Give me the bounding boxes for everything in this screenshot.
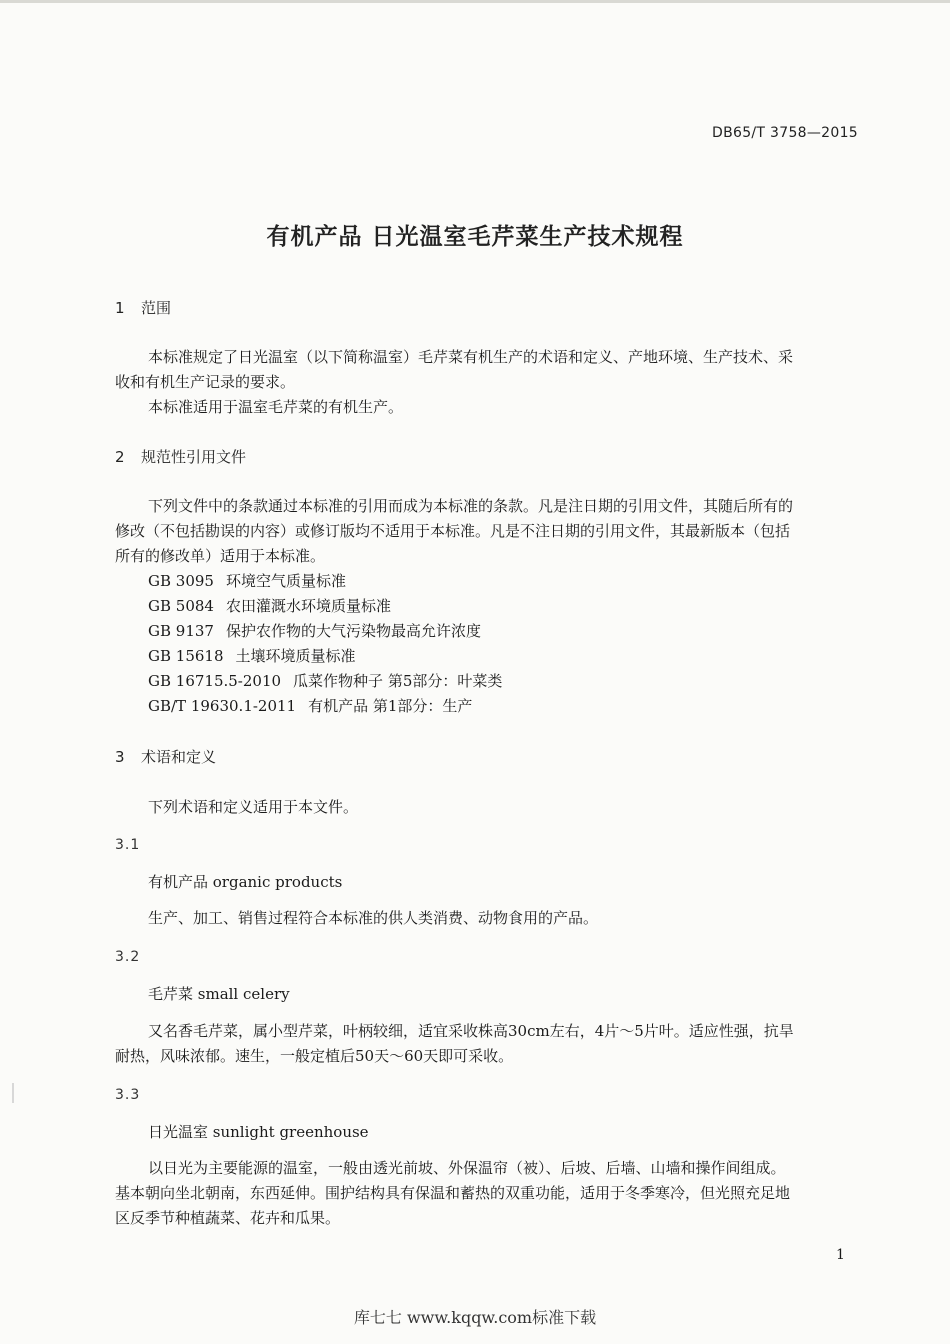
- clause-number: 3.1: [115, 837, 141, 853]
- document-title: 有机产品 日光温室毛芹菜生产技术规程: [266, 224, 684, 250]
- reference-item: [148, 671, 502, 691]
- reference-title: 瓜菜作物种子 第5部分：叶菜类: [293, 672, 503, 690]
- paragraph-line: 修改（不包括勘误的内容）或修订版均不适用于本标准。凡是不注日期的引用文件，其最新版本（包括: [115, 522, 791, 540]
- section-number: 2: [115, 448, 125, 466]
- reference-title: 保护农作物的大气污染物最高允许浓度: [225, 622, 481, 640]
- term-heading: 有机产品 organic products: [148, 873, 343, 891]
- section-number: 3: [115, 748, 125, 766]
- term-definition: 又名香毛芹菜，属小型芹菜，叶柄较细，适宜采收株高30cm左右，4片～5片叶。适应性强，抗旱: [148, 1022, 794, 1040]
- reference-title: 土壤环境质量标准: [235, 647, 356, 665]
- paragraph-line: 下列文件中的条款通过本标准的引用而成为本标准的条款。凡是注日期的引用文件，其随后所有的: [148, 497, 794, 515]
- reference-title: 农田灌溉水环境质量标准: [225, 597, 391, 615]
- reference-title: 有机产品 第1部分：生产: [308, 697, 473, 715]
- clause-number: 3.2: [115, 949, 141, 965]
- paragraph-line: 下列术语和定义适用于本文件。: [148, 798, 359, 816]
- scan-margin-mark: [12, 1083, 14, 1103]
- reference-item: [148, 646, 356, 666]
- scan-top-edge: [0, 0, 950, 3]
- term-definition: 以日光为主要能源的温室，一般由透光前坡、外保温帘（被）、后坡、后墙、山墙和操作间组成。: [148, 1159, 786, 1177]
- reference-title: 环境空气质量标准: [225, 572, 346, 590]
- term-definition: 耐热，风味浓郁。速生，一般定植后50天～60天即可采收。: [115, 1047, 514, 1065]
- reference-code: GB 5084: [148, 597, 214, 615]
- term-heading: 日光温室 sunlight greenhouse: [148, 1123, 369, 1141]
- term-definition: 基本朝向坐北朝南，东西延伸。围护结构具有保温和蓄热的双重功能，适用于冬季寒冷，但光照充足地: [115, 1184, 791, 1202]
- term-heading: 毛芹菜 small celery: [148, 985, 290, 1003]
- section-title: 范围: [141, 299, 172, 317]
- clause-number: 3.3: [115, 1087, 141, 1103]
- reference-item: [148, 621, 481, 641]
- reference-code: GB 3095: [148, 572, 214, 590]
- section-title: 术语和定义: [141, 748, 217, 766]
- paragraph-line: 本标准规定了日光温室（以下简称温室）毛芹菜有机生产的术语和定义、产地环境、生产技术、采: [148, 348, 794, 366]
- reference-item: [148, 596, 391, 616]
- section-2-heading: [115, 447, 246, 467]
- section-3-heading: [115, 747, 216, 767]
- section-number: 1: [115, 299, 125, 317]
- footer-watermark: 库七七 www.kqqw.com标准下载: [353, 1308, 597, 1327]
- reference-item: [148, 696, 472, 716]
- reference-code: GB 16715.5-2010: [148, 672, 282, 690]
- paragraph-line: 收和有机生产记录的要求。: [115, 373, 296, 391]
- term-definition: 生产、加工、销售过程符合本标准的供人类消费、动物食用的产品。: [148, 909, 599, 927]
- term-definition: 区反季节种植蔬菜、花卉和瓜果。: [115, 1209, 341, 1227]
- reference-code: GB 15618: [148, 647, 224, 665]
- reference-code: GB/T 19630.1-2011: [148, 697, 297, 715]
- paragraph-line: 所有的修改单）适用于本标准。: [115, 547, 326, 565]
- reference-item: [148, 571, 346, 591]
- paragraph-line: 本标准适用于温室毛芹菜的有机生产。: [148, 398, 404, 416]
- reference-code: GB 9137: [148, 622, 214, 640]
- section-title: 规范性引用文件: [141, 448, 247, 466]
- page-number: 1: [836, 1247, 845, 1263]
- standard-code: DB65/T 3758—2015: [712, 125, 858, 141]
- section-1-heading: [115, 298, 171, 318]
